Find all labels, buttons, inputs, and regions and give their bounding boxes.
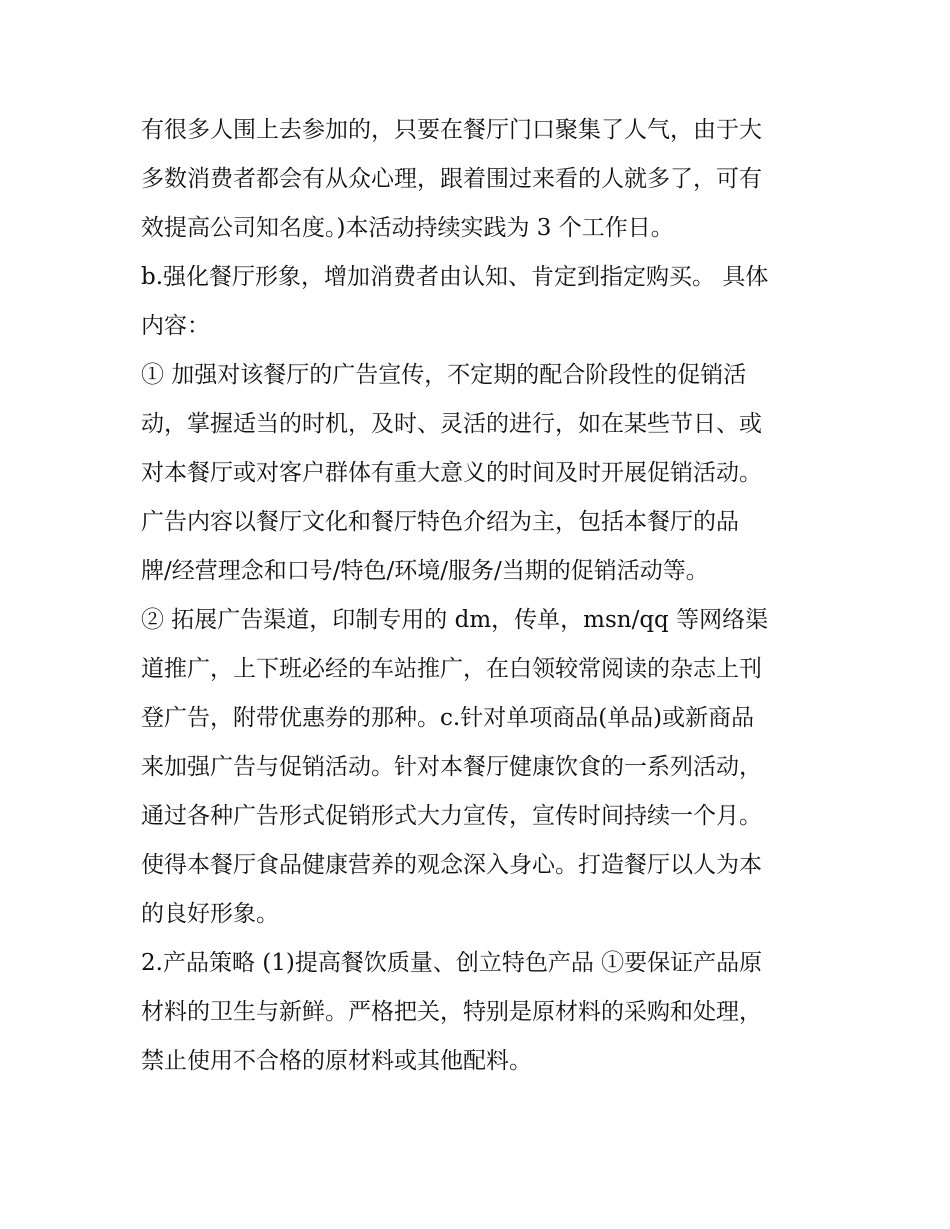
text-line: ② 拓展广告渠道，印制专用的 dm，传单，msn/qq 等网络渠 — [141, 607, 769, 633]
text-line: 多数消费者都会有从众心理，跟着围过来看的人就多了，可有 — [141, 166, 762, 192]
text-line: 效提高公司知名度。)本活动持续实践为 3 个工作日。 — [141, 215, 674, 241]
text-line: 动，掌握适当的时机，及时、灵活的进行，如在某些节日、或 — [141, 411, 762, 437]
text-line: 使得本餐厅食品健康营养的观念深入身心。打造餐厅以人为本 — [141, 852, 762, 878]
text-line: 牌/经营理念和口号/特色/环境/服务/当期的促销活动等。 — [141, 558, 709, 584]
text-line: 对本餐厅或对客户群体有重大意义的时间及时开展促销活动。 — [141, 460, 762, 486]
text-line: 2.产品策略 (1)提高餐饮质量、创立特色产品 ①要保证产品原 — [141, 950, 763, 976]
text-line: 来加强广告与促销活动。针对本餐厅健康饮食的一系列活动， — [141, 754, 762, 780]
text-line: 通过各种广告形式促销形式大力宣传，宣传时间持续一个月。 — [141, 803, 762, 829]
text-line: b.强化餐厅形象，增加消费者由认知、肯定到指定购买。 具体 — [141, 264, 769, 290]
text-line: 广告内容以餐厅文化和餐厅特色介绍为主，包括本餐厅的品 — [141, 509, 739, 535]
text-line: 内容： — [141, 313, 210, 339]
text-line: 有很多人围上去参加的，只要在餐厅门口聚集了人气，由于大 — [141, 117, 762, 143]
text-line: 的良好形象。 — [141, 901, 279, 927]
text-line: 材料的卫生与新鲜。严格把关，特别是原材料的采购和处理， — [141, 999, 762, 1025]
text-line: 禁止使用不合格的原材料或其他配料。 — [141, 1048, 532, 1074]
text-line: 登广告，附带优惠券的那种。c.针对单项商品(单品)或新商品 — [141, 705, 755, 731]
text-line: 道推广，上下班必经的车站推广，在白领较常阅读的杂志上刊 — [141, 656, 762, 682]
document-body — [141, 106, 831, 1086]
text-line: ① 加强对该餐厅的广告宣传，不定期的配合阶段性的促销活 — [141, 362, 747, 388]
